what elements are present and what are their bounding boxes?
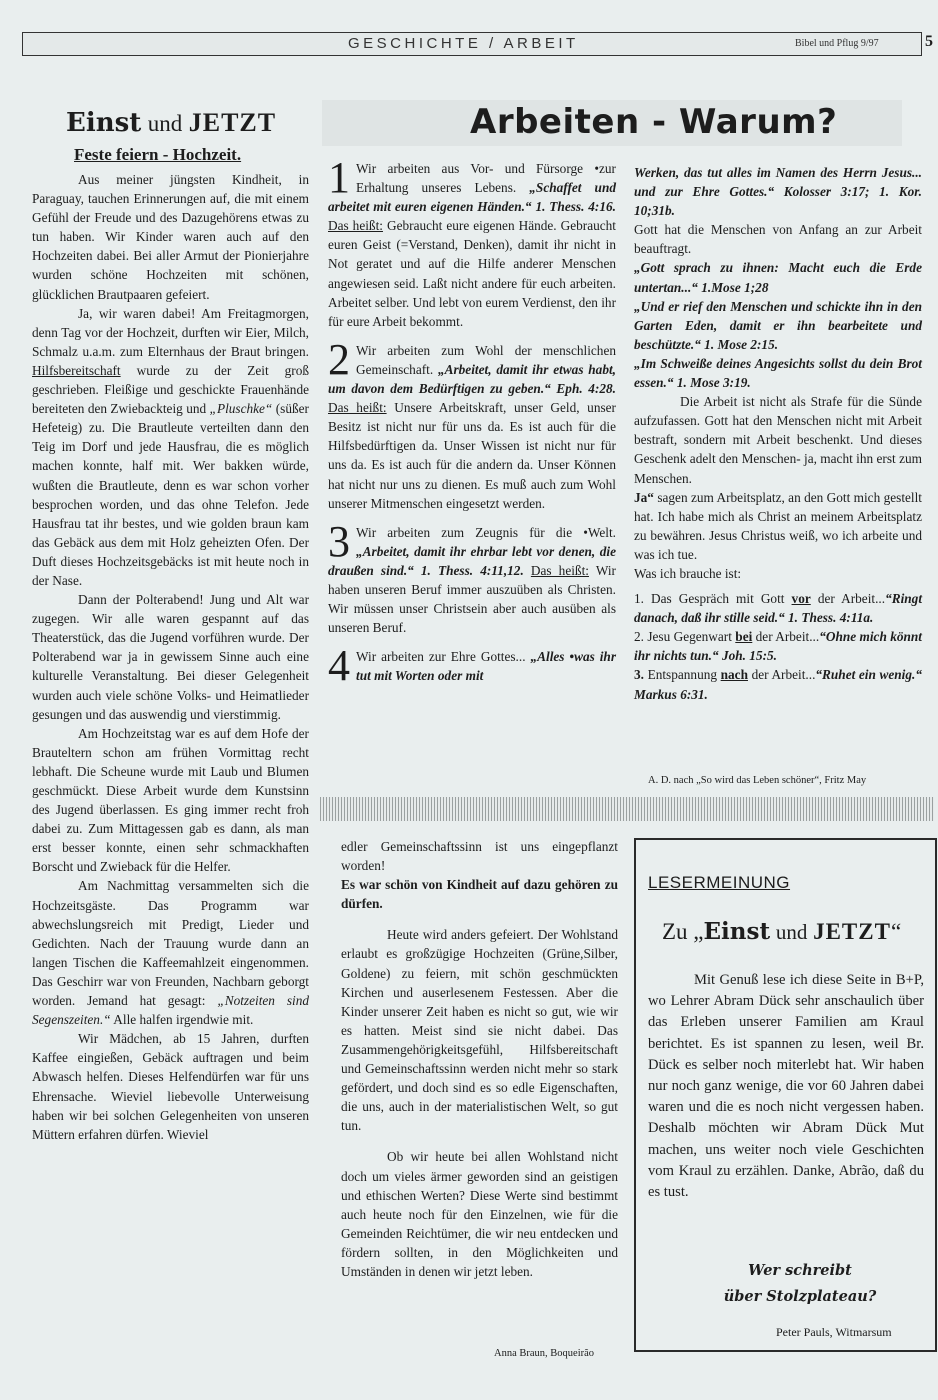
paragraph: Dann der Polterabend! Jung und Alt war zugegen. Wir alle waren gespannt auf das Theaterstück, das die Jugend vorführen wurde. Der Polterabend war ja in gewissem Sinne auch eine kulturelle Veranstaltung. Bei dieser Gelegenheit wurden auch viele schöne Volks- und Heimatlieder gesungen und das auswendig und vierstimmig.	[32, 592, 309, 722]
paragraph: Ob wir heute bei allen Wohlstand nicht doch um vieles ärmer geworden sind an geistigen und ethischen Werten? Diese Werte sind bestimmt auch heute noch für den Einzelnen, wie für die Gemeinden Reichtümer, die wir neu entdecken und fördern sollten, in den Möglichkeiten und Umständen in denen wir jetzt leben.	[341, 1149, 618, 1279]
hatched-divider	[320, 797, 934, 821]
list-item: 2. Jesu Gegenwart bei der Arbeit...“Ohne mich könnt ihr nichts tun.“ Joh. 15:5.	[634, 629, 922, 664]
paragraph: Am Nachmittag versammelten sich die Hochzeitsgäste. Das Programm war abwechslungsreich mit Predigt, Lieder und Gedichten. Nach der Trauung wurde dann an langen Tischen die Kaffeemahlzeit eingenommen. Das Geschirr war von Freunden, Nachbarn geborgt worden. Jemand hat gesagt: „Notzeiten sind Segenszeiten.“ Alle halfen irgendwie mit.	[32, 878, 310, 1028]
point-2: 2 Wir arbeiten zum Wohl der menschlichen Gemeinschaft. „Arbeitet, damit ihr etwas habt, um davon dem Bedürftigen zu geben.“ Eph. 4:28. Das heißt: Unsere Arbeitskraft, unser Geld, unser Besitz ist nicht nur für uns da. Es ist auch für die Hilfsbedürftigen da. Unser Wissen ist nicht nur für uns da. Es ist auch für die andern da. Unser Können hat nicht nur uns zu dienen. Es muß auch zum Wohl unserer Mitmenschen eingesetzt werden.	[328, 334, 616, 511]
reader-opinion-heading: LESERMEINUNG	[648, 873, 791, 892]
section-title: GESCHICHTE / ARBEIT	[348, 35, 579, 52]
reader-call-to-action: Wer schreibt über Stolzplateau?	[723, 1262, 877, 1305]
quote: „Und er rief den Menschen und schickte ihn in den Garten Eden, damit er ihn bearbeitete und beschützte.“ 1. Mose 2:15.	[634, 298, 922, 352]
issue-label: Bibel und Pflug 9/97	[795, 38, 879, 49]
paragraph: edler Gemeinschaftssinn ist uns eingepflanzt worden!	[341, 839, 618, 874]
paragraph: Aus meiner jüngsten Kindheit, in Paraguay, tauchen Erinnerungen auf, die mit einem Gefühl der Freude und des Dazugehörens etwas zu tun haben. Wir Kinder waren auch auf den Hochzeiten dabei. Bei aller Armut der Pionierjahre wurden schöne Hochzeiten mit schönen, glücklichen Brautpaaren gefeiert.	[32, 172, 309, 302]
left-article-body	[32, 170, 309, 1144]
page-number: 5	[925, 33, 933, 50]
arbeiten-warum-title: Arbeiten - Warum?	[470, 102, 838, 142]
quote: „Im Schweiße deines Angesichts sollst du dein Brot essen.“ 1. Mose 3:19.	[634, 355, 922, 391]
paragraph: Wir Mädchen, ab 15 Jahren, durften Kaffee eingießen, Gebäck auftragen und beim Abwasch helfen. Dieses Helfendürfen war für uns Ehrensache. Wieviel liebevolle Unterweisung haben wir bei solchen Gelegenheiten von unseren Müttern erfahren dürfen. Wieviel	[32, 1031, 309, 1142]
letter-signature: Peter Pauls, Witmarsum	[776, 1325, 892, 1339]
paragraph: Die Arbeit ist nicht als Strafe für die Sünde aufzufassen. Gott hat den Menschen nicht mit Arbeit bestraft, sondern mit Arbeit beschenkt. Und dieses Geschenk adelt den Menschen- ja, macht ihn erst zum Menschen.	[634, 394, 922, 486]
paragraph: Ja, wir waren dabei! Am Freitagmorgen, denn Tag vor der Hochzeit, durften wir Eier, Milch, Schmalz u.a.m. zum Elternhaus der Braut bringen. Hilfsbereitschaft wurde zu der Zeit groß geschrieben. Fleißige und geschickte Frauenhände bereiteten den Zwiebackteig und „Pluschke“ (süßer Hefeteig) zu. Die Brautleute verteilten dann den Teig im Dorf und jede Hausfrau, die es möglich machen konnte, half mit. Wer bakken würde, wußten die Brautleute, denn es war schon vorher besprochen worden, und das ohne Telefon. Jede Hausfrau tat ihr bestes, und wie golden braun kam das Gebäck aus dem mit Holz geheizten Ofen. Der Duft dieses Hochzeitsgebäcks ist mit heute noch in der Nase.	[32, 305, 309, 588]
point-4: 4 Wir arbeiten zur Ehre Gottes... „Alles •was ihr tut mit Worten oder mit	[328, 641, 616, 691]
reader-opinion-text: Mit Genuß lese ich diese Seite in B+P, wo Lehrer Abram Dück sehr anschaulich über das Erleben unserer Familien am Kraul berichtet. Es ist spannen zu lesen, weil Br. Dück es selber noch miterlebt hat. Wir haben nur noch ganz wenige, die vor 60 Jahren dabei waren und die es noch nicht vergessen haben. Deshalb möchten wir Abram Dück Mut machen, uns weiter noch viele Geschichten vom Kraul zu erzählen. Danke, Abrão, daß du es tust.	[648, 972, 924, 1201]
point-3: 3 Wir arbeiten zum Zeugnis für die •Welt. „Arbeitet, damit ihr ehrbar lebt vor denen, die draußen sind.“ 1. Thess. 4:11,12. Das heißt: Wir haben unseren Beruf immer auszuüben als Christen. Wir müssen unser Christsein aber auch ausüben als unseren Beruf.	[328, 516, 616, 636]
paragraph: Was ich brauche ist:	[634, 565, 742, 581]
paragraph: Ja“ sagen zum Arbeitsplatz, an den Gott mich gestellt hat. Ich habe mich als Christ an meinem Arbeitsplatz zu bewähren. Jesus Christus weiß, wo ich arbeite und was ich tue.	[634, 489, 922, 562]
einst-und-jetzt-title: Einst und JETZT	[66, 108, 277, 138]
point-1: 1 Wir arbeiten aus Vor- und Fürsorge •zur Erhaltung unseres Lebens. „Schaffet und arbeitet mit euren eigenen Händen.“ 1. Thess. 4:16. Das heißt: Gebraucht eure eigenen Hände. Gebraucht euren Geist (=Verstand, Denken), damit ihr nicht in Not geratet und auf die Hilfe anderer Menschen angewiesen seid. Laßt nicht andere für euch arbeiten. Arbeitet selber. Und lebt von eurem Verdienst, den ihr für eure Arbeit bekommt.	[328, 153, 616, 329]
article-subtitle: Feste feiern - Hochzeit.	[74, 145, 242, 164]
arbeit-column-1	[328, 153, 616, 691]
paragraph: Am Hochzeitstag war es auf dem Hofe der Brauteltern schon am frühen Vormittag recht lebhaft. Die Scheune wurde mit Laub und Blumen geschmückt. Diese Arbeit wurde dem Kunstsinn des Jugend überlassen. Es ging immer recht froh dabei zu. Zum Mittagessen gab es dann, als man erst besser konnte, einen sehr schmackhaften Borscht und Zwieback für die Helfer.	[32, 725, 309, 875]
author-signature: Anna Braun, Boqueirão	[494, 1348, 595, 1359]
list-item: 1. Das Gespräch mit Gott vor der Arbeit...“Ringt danach, daß ihr stille seid.“ 1. Thess. 4:11a.	[634, 591, 923, 626]
arbeit-column-2	[634, 163, 922, 704]
paragraph: Es war schön von Kindheit auf dazu gehören zu dürfen.	[341, 877, 618, 912]
left-article-continuation	[341, 837, 618, 1281]
list-item: 3. Entspannung nach der Arbeit...“Ruhet ein wenig.“ Markus 6:31.	[634, 667, 922, 702]
article-credit: A. D. nach „So wird das Leben schöner“, Fritz May	[648, 775, 867, 786]
reader-opinion-title: Zu „Einst und JETZT“	[662, 918, 902, 945]
page-header	[22, 32, 933, 56]
paragraph: Gott hat die Menschen von Anfang an zur Arbeit beauftragt.	[634, 222, 922, 257]
quote: Werken, das tut alles im Namen des Herrn Jesus... und zur Ehre Gottes.“ Kolosser 3:17; 1. Kor. 10;31b.	[634, 165, 922, 219]
quote: „Gott sprach zu ihnen: Macht euch die Erde untertan...“ 1.Mose 1;28	[634, 260, 922, 295]
paragraph: Heute wird anders gefeiert. Der Wohlstand erlaubt es großzügige Hochzeiten (Grüne,Silber, Goldene) zu feiern, mit schön geschmückten Kirchen und auserlesenem Festessen. Aber die Kinder unserer Zeit haben es nicht so gut, wie wir es hatten. Meist sind sie nicht dabei. Das Zusammengehörigkeitsgefühl, Hilfsbereitschaft und Gemeinschaftssinn werden nicht mehr so stark gefördert, und doch sind es so edle Eigenschaften, die uns, auch in der materialistischen Welt, so gut tun.	[341, 927, 618, 1134]
